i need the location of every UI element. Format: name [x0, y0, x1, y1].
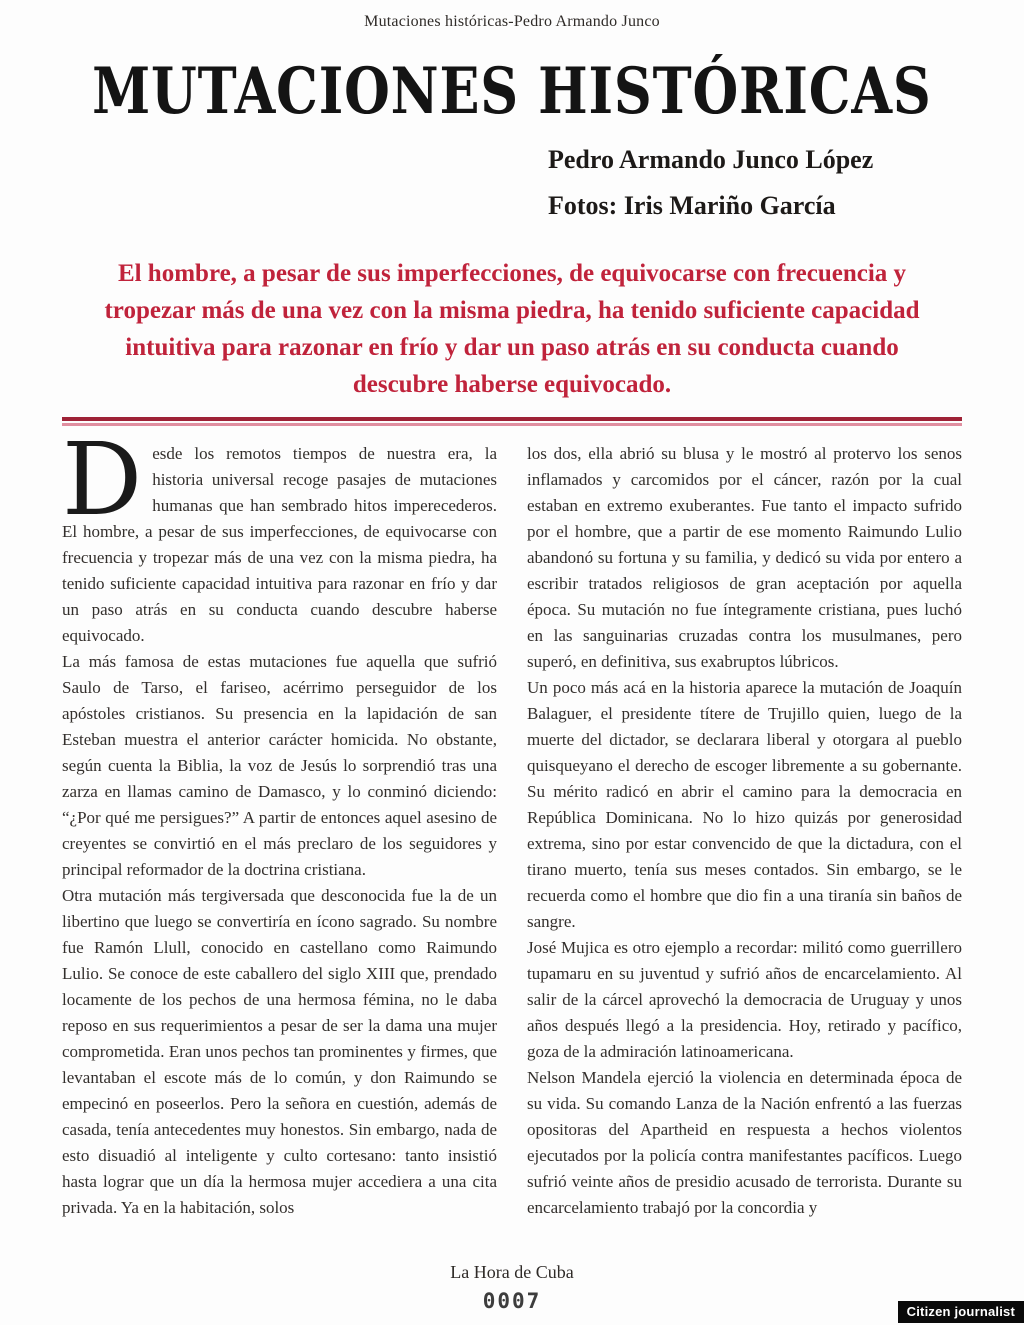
lede-paragraph: El hombre, a pesar de sus imperfecciones, de equivocarse con frecuencia y tropezar más de una vez con la misma piedra, ha tenido suficiente capacidad intuitiva para razonar en frío y dar un paso atrás en su conducta cuando descubre haberse equivocado.	[104, 260, 920, 399]
photo-credit: Fotos: Iris Mariño García	[548, 191, 836, 221]
divider-rule	[62, 417, 962, 426]
paragraph-2: La más famosa de estas mutaciones fue aquella que sufrió Saulo de Tarso, el fariseo, acérrimo perseguidor de los apóstoles cristianos. Su presencia en la lapidación de san Esteban muestra el anterior carácter homicida. No obstante, según cuenta la Biblia, la voz de Jesús lo sorprendió tras una zarza en llamas camino de Damasco, y lo conminó diciendo: “¿Por qué me persigues?” A partir de entonces aquel asesino de creyentes se convirtió en el más preclaro de los seguidores y principal reformador de la doctrina cristiana.	[62, 652, 497, 880]
byline-author: Pedro Armando Junco López	[548, 145, 874, 175]
paragraph-6: Nelson Mandela ejerció la violencia en determinada época de su vida. Su comando Lanza de la Nación enfrentó a las fuerzas opositoras del Apartheid en respuesta a hechos violentos ejecutados por la policía contra manifestantes pacíficos. Luego sufrió veinte años de presidio acusado de terrorista. Durante su encarcelamiento trabajó por la concordia y	[527, 1068, 962, 1218]
article-body	[62, 441, 962, 1247]
left-column	[62, 441, 497, 1247]
running-header: Mutaciones históricas-Pedro Armando Junco	[364, 13, 660, 30]
citizen-journalist-badge: Citizen journalist	[898, 1301, 1024, 1323]
page-title	[0, 54, 1024, 129]
publication-name: La Hora de Cuba	[450, 1262, 574, 1282]
paragraph-1	[62, 441, 497, 649]
paragraph-3: Otra mutación más tergiversada que desconocida fue la de un libertino que luego se convertiría en ícono sagrado. Su nombre fue Ramón Llull, conocido en castellano como Raimundo Lulio. Se conoce de este caballero del siglo XIII que, prendado locamente de los pechos de una hermosa fémina, no le daba reposo en sus requerimientos a pesar de ser la dama una mujer comprometida. Eran unos pechos tan prominentes y firmes, que levantaban el escote más de lo común, y don Raimundo se empecinó en poseerlos. Pero la señora en cuestión, además de casada, tenía antecedentes muy honestos. Sin embargo, nada de esto disuadió al inteligente y culto cortesano: tanto insistió hasta lograr que un día la hermosa mujer accediera a una cita privada. Ya en la habitación, solos	[62, 886, 497, 1218]
paragraph-5: José Mujica es otro ejemplo a recordar: militó como guerrillero tupamaru en su juventud y sufrió años de encarcelamiento. Al salir de la cárcel aprovechó la democracia de Uruguay y unos años después llegó a la presidencia. Hoy, retirado y pacífico, goza de la admiración latinoamericana.	[527, 938, 962, 1062]
drop-cap: D	[62, 441, 143, 539]
byline-block	[548, 145, 1024, 221]
paragraph-1-text: esde los remotos tiempos de nuestra era, la historia universal recoge pasajes de mutaciones humanas que han sembrado hitos imperecederos. El hombre, a pesar de sus imperfecciones, de equivocarse con frecuencia y tropezar más de una vez con la misma piedra, ha tenido suficiente capacidad intuitiva para razonar en frío y dar un paso atrás en su conducta cuando descubre haberse equivocado.	[62, 444, 497, 646]
paragraph-4: Un poco más acá en la historia aparece la mutación de Joaquín Balaguer, el presidente títere de Trujillo quien, luego de la muerte del dictador, se declarara liberal y otorgara al pueblo quisqueyano el derecho de escoger libremente a su gobernante. Su mérito radicó en abrir el camino para la democracia en República Dominicana. No lo hizo quizás por generosidad extrema, sino por estar convencido de que la dictadura, con el tirano muerto, tenía sus meses contados. Sin embargo, se le recuerda como el hombre que dio fin a una tiranía sin baños de sangre.	[527, 678, 962, 932]
page-number: 0007	[482, 1289, 542, 1313]
right-column	[527, 441, 962, 1247]
paragraph-3-continued: los dos, ella abrió su blusa y le mostró al protervo los senos inflamados y carcomidos por el cáncer, razón por la cual estaban en extremo exuberantes. Fue tanto el impacto sufrido por el hombre, que a partir de ese momento Raimundo Lulio abandonó su fortuna y su familia, y dedicó su vida por entero a escribir tratados religiosos de gran aceptación por aquella época. Su mutación no fue íntegramente cristiana, pues luchó en las sanguinarias cruzadas contra los musulmanes, pero superó, en definitiva, sus exabruptos lúbricos.	[527, 444, 962, 672]
page-title-text: MUTACIONES HISTÓRICAS	[92, 54, 932, 129]
